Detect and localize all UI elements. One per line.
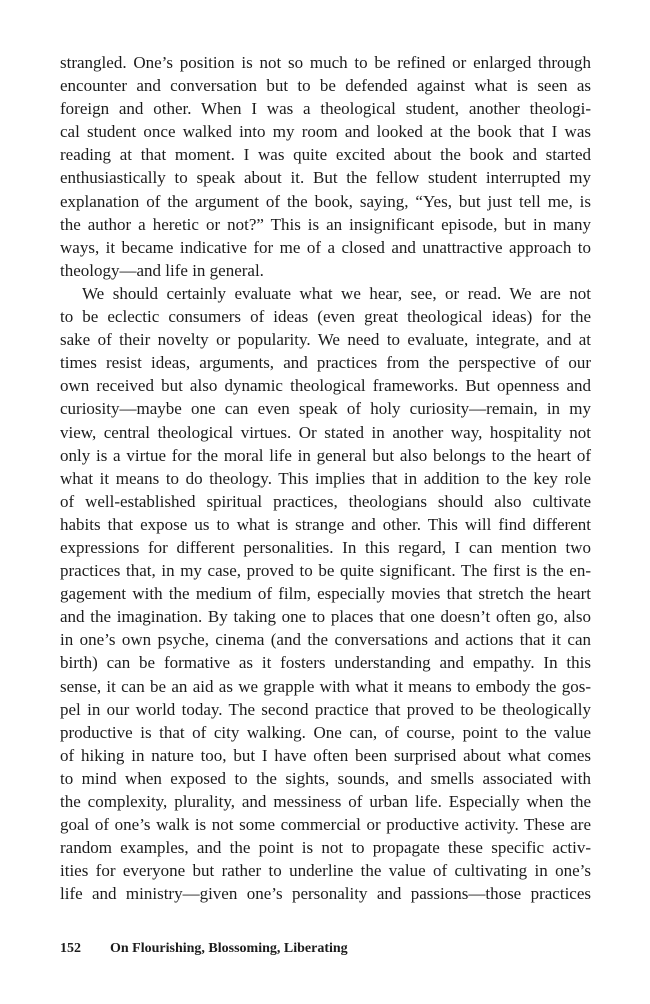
text-line: random examples, and the point is not to propagate these specific activ- [60, 838, 591, 858]
text-line: and the imagination. By taking one to places that one doesn’t often go, also [60, 607, 591, 627]
text-line: gagement with the medium of film, especially movies that stretch the heart [60, 584, 591, 604]
text-line: encounter and conversation but to be defended against what is seen as [60, 76, 591, 96]
text-line: cal student once walked into my room and looked at the book that I was [60, 122, 591, 142]
text-line: only is a virtue for the moral life in general but also belongs to the heart of [60, 445, 591, 465]
text-line: of well-established spiritual practices, theologians should also cultivate [60, 491, 591, 511]
text-line: explanation of the argument of the book, saying, “Yes, but just tell me, is [60, 191, 591, 211]
text-line: life and ministry—given one’s personality and passions—those practices [60, 884, 591, 904]
body-text [60, 51, 591, 905]
text-line: view, central theological virtues. Or stated in another way, hospitality not [60, 422, 591, 442]
text-line: practices that, in my case, proved to be quite significant. The first is the en- [60, 561, 591, 581]
text-line: theology—and life in general. [60, 260, 264, 280]
text-line: what it means to do theology. This implies that in addition to the key role [60, 468, 591, 488]
text-line: curiosity—maybe one can even speak of holy curiosity—remain, in my [60, 399, 591, 419]
text-line: to be eclectic consumers of ideas (even great theological ideas) for the [60, 307, 591, 327]
running-title: On Flourishing, Blossoming, Liberating [110, 941, 348, 956]
text-line: sense, it can be an aid as we grapple with what it means to embody the gos- [60, 676, 591, 696]
text-line: expressions for different personalities. In this regard, I can mention two [60, 537, 591, 557]
text-line: in one’s own psyche, cinema (and the conversations and actions that it can [60, 630, 591, 650]
text-line: reading at that moment. I was quite excited about the book and started [60, 145, 591, 165]
text-line: ities for everyone but rather to underline the value of cultivating in one’s [60, 861, 591, 881]
page-number: 152 [60, 941, 81, 956]
text-line: the complexity, plurality, and messiness of urban life. Especially when the [60, 792, 591, 811]
text-line: of hiking in nature too, but I have often been surprised about what comes [60, 745, 591, 765]
text-line: birth) can be formative as it fosters understanding and empathy. In this [60, 653, 591, 673]
text-line: sake of their novelty or popularity. We need to evaluate, integrate, and at [60, 330, 591, 350]
text-line: habits that expose us to what is strange and other. This will find different [60, 514, 591, 534]
text-line: times resist ideas, arguments, and practices from the perspective of our [60, 353, 591, 373]
text-line: enthusiastically to speak about it. But the fellow student interrupted my [60, 168, 591, 188]
text-line: own received but also dynamic theological frameworks. But openness and [60, 376, 591, 396]
text-line: to mind when exposed to the sights, sounds, and smells associated with [60, 768, 591, 788]
page-footer [60, 941, 591, 957]
text-line: goal of one’s walk is not some commercial or productive activity. These are [60, 815, 591, 835]
text-line: strangled. One’s position is not so much to be refined or enlarged through [60, 53, 591, 72]
text-line: pel in our world today. The second practice that proved to be theologically [60, 699, 591, 719]
text-line: productive is that of city walking. One can, of course, point to the value [60, 722, 591, 742]
text-line: We should certainly evaluate what we hear, see, or read. We are not [82, 283, 591, 303]
text-line: the author a heretic or not?” This is an insignificant episode, but in many [60, 214, 591, 234]
text-line: foreign and other. When I was a theological student, another theologi- [60, 99, 591, 119]
text-line: ways, it became indicative for me of a closed and unattractive approach to [60, 237, 591, 257]
